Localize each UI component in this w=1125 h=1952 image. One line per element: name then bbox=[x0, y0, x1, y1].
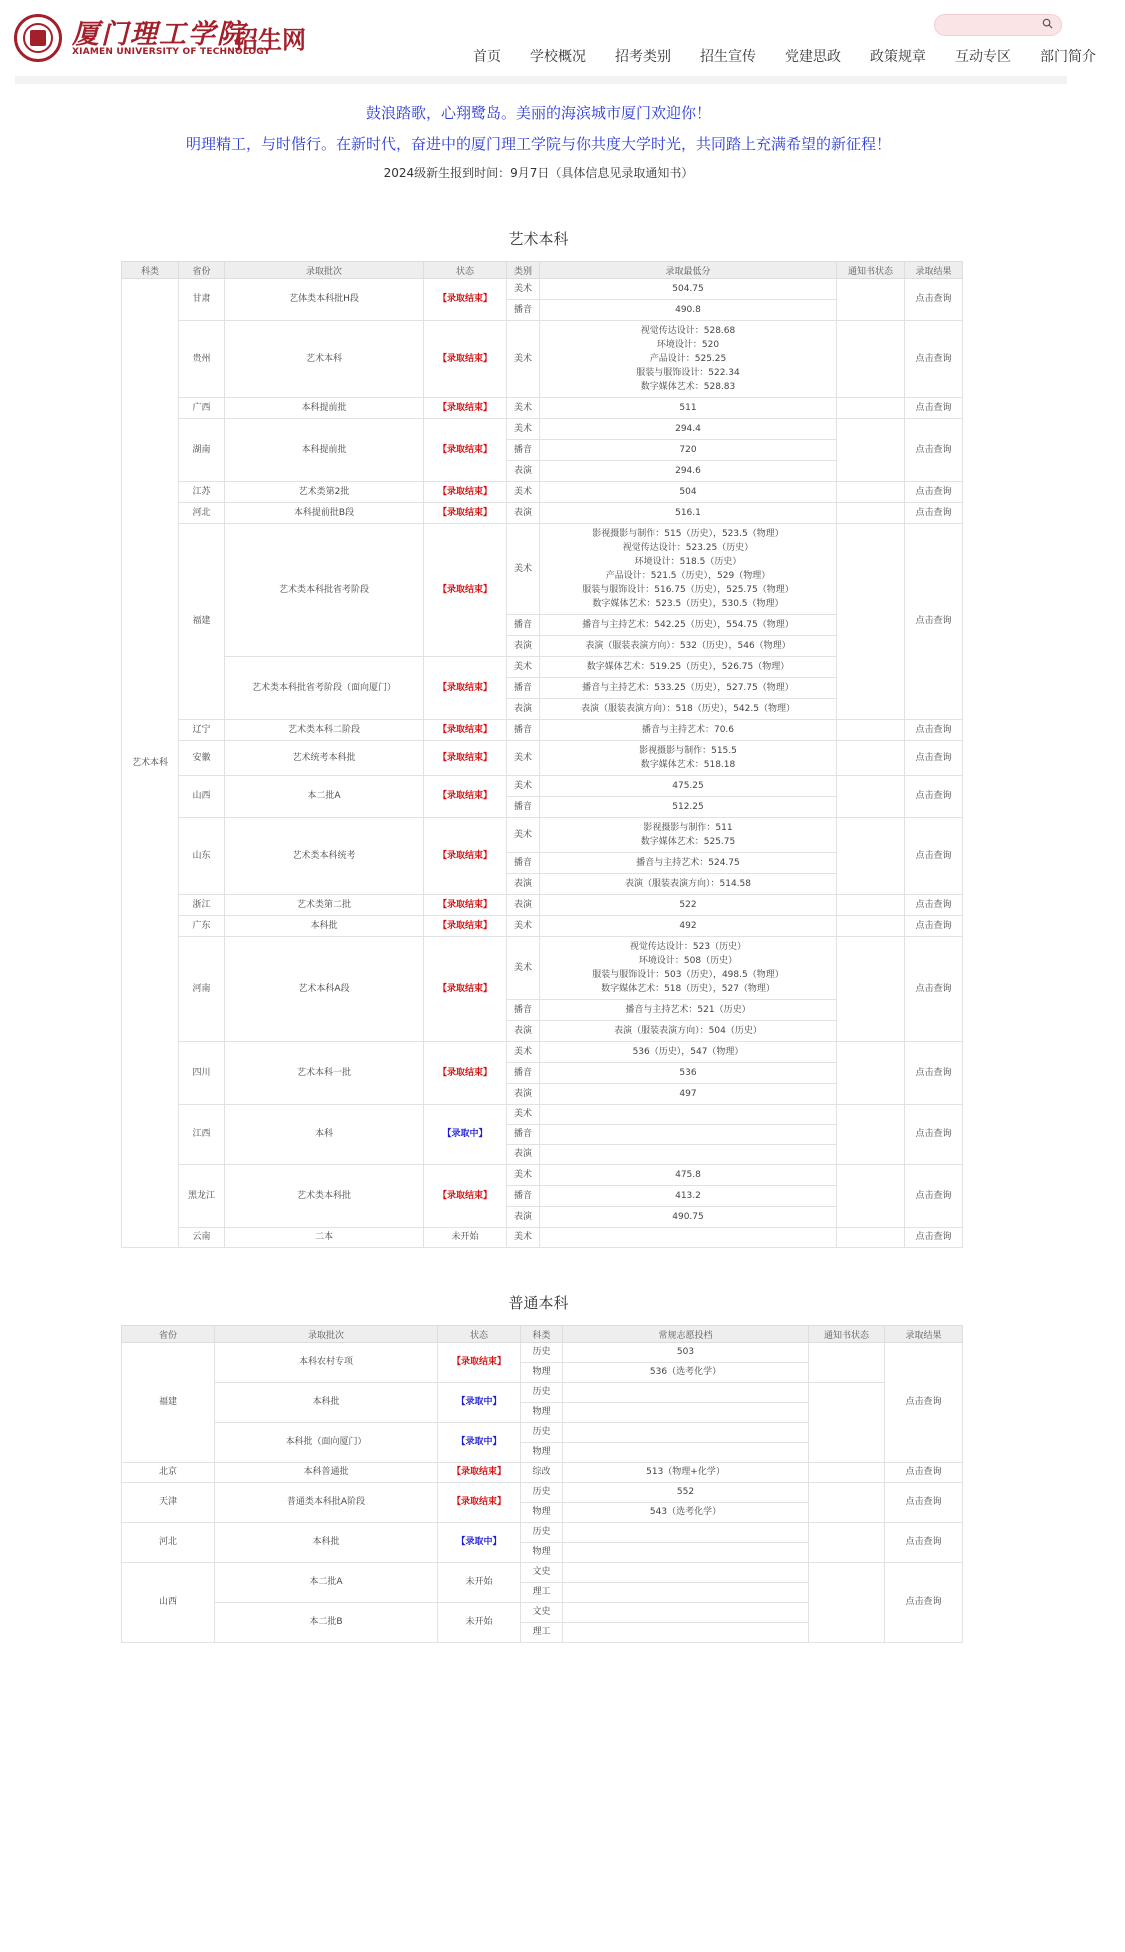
province-cell: 河北 bbox=[179, 503, 225, 524]
table-row bbox=[122, 1483, 963, 1503]
status-badge: 【录取中】 bbox=[438, 1523, 521, 1563]
type-cell: 美术 bbox=[507, 741, 540, 776]
notice-status-cell bbox=[837, 279, 905, 321]
type-cell: 表演 bbox=[507, 874, 540, 895]
col-header: 通知书状态 bbox=[837, 262, 905, 279]
batch-cell: 二本 bbox=[225, 1228, 424, 1248]
notice-status-cell bbox=[809, 1483, 885, 1523]
subject-cell: 物理 bbox=[521, 1363, 563, 1383]
type-cell: 美术 bbox=[507, 419, 540, 440]
table-row bbox=[122, 482, 963, 503]
col-header: 录取批次 bbox=[215, 1326, 438, 1343]
type-cell: 表演 bbox=[507, 1021, 540, 1042]
score-cell: 影视摄影与制作：511 数字媒体艺术：525.75 bbox=[540, 818, 837, 853]
notice-status-cell bbox=[837, 937, 905, 1042]
status-badge: 【录取结束】 bbox=[424, 916, 507, 937]
search-input[interactable] bbox=[934, 14, 1062, 36]
status-badge: 【录取结束】 bbox=[424, 895, 507, 916]
province-cell: 甘肃 bbox=[179, 279, 225, 321]
batch-cell: 本二批A bbox=[215, 1563, 438, 1603]
status-badge: 【录取中】 bbox=[438, 1423, 521, 1463]
notice-status-cell bbox=[809, 1563, 885, 1643]
province-cell: 贵州 bbox=[179, 321, 225, 398]
col-header: 科类 bbox=[122, 262, 179, 279]
batch-cell: 本科提前批B段 bbox=[225, 503, 424, 524]
score-cell bbox=[563, 1583, 809, 1603]
score-cell bbox=[563, 1423, 809, 1443]
batch-cell: 本科农村专项 bbox=[215, 1343, 438, 1383]
table-row bbox=[122, 916, 963, 937]
type-cell: 美术 bbox=[507, 818, 540, 853]
notice-status-cell bbox=[837, 818, 905, 895]
score-cell: 511 bbox=[540, 398, 837, 419]
notice-status-cell bbox=[837, 524, 905, 720]
notice-status-cell bbox=[837, 776, 905, 818]
subject-cell: 历史 bbox=[521, 1423, 563, 1443]
score-cell bbox=[563, 1603, 809, 1623]
nav-item-policy[interactable]: 政策规章 bbox=[870, 49, 926, 65]
type-cell: 美术 bbox=[507, 657, 540, 678]
col-header: 状态 bbox=[424, 262, 507, 279]
type-cell: 表演 bbox=[507, 636, 540, 657]
notice-status-cell bbox=[837, 482, 905, 503]
score-cell: 504 bbox=[540, 482, 837, 503]
score-cell bbox=[563, 1443, 809, 1463]
query-result-link[interactable]: 点击查询 bbox=[905, 1165, 963, 1228]
query-result-link[interactable]: 点击查询 bbox=[885, 1483, 963, 1523]
notice-status-cell bbox=[837, 1165, 905, 1228]
col-header: 常规志愿投档 bbox=[563, 1326, 809, 1343]
type-cell: 美术 bbox=[507, 321, 540, 398]
type-cell: 美术 bbox=[507, 524, 540, 615]
col-header: 省份 bbox=[122, 1326, 215, 1343]
col-header: 类别 bbox=[507, 262, 540, 279]
type-cell: 播音 bbox=[507, 615, 540, 636]
status-badge: 【录取结束】 bbox=[424, 657, 507, 720]
score-cell: 播音与主持艺术：70.6 bbox=[540, 720, 837, 741]
nav-item-home[interactable]: 首页 bbox=[473, 49, 501, 65]
type-cell: 播音 bbox=[507, 1186, 540, 1207]
category-cell: 艺术本科 bbox=[122, 279, 179, 1248]
table-row bbox=[122, 279, 963, 300]
score-cell bbox=[563, 1523, 809, 1543]
query-result-link[interactable]: 点击查询 bbox=[905, 720, 963, 741]
type-cell: 播音 bbox=[507, 853, 540, 874]
score-cell: 视觉传达设计：528.68 环境设计：520 产品设计：525.25 服装与服饰设计：522.34 数字媒体艺术：528.83 bbox=[540, 321, 837, 398]
notice-status-cell bbox=[809, 1383, 885, 1463]
query-result-link[interactable]: 点击查询 bbox=[905, 1042, 963, 1105]
query-result-link[interactable]: 点击查询 bbox=[905, 1105, 963, 1165]
province-cell: 山西 bbox=[179, 776, 225, 818]
status-badge: 【录取结束】 bbox=[424, 503, 507, 524]
table-row bbox=[122, 1228, 963, 1248]
score-cell: 490.75 bbox=[540, 1207, 837, 1228]
query-result-link[interactable]: 点击查询 bbox=[905, 776, 963, 818]
province-cell: 广东 bbox=[179, 916, 225, 937]
table-row bbox=[122, 1165, 963, 1186]
status-badge: 【录取结束】 bbox=[438, 1463, 521, 1483]
status-badge: 【录取结束】 bbox=[424, 482, 507, 503]
query-result-link[interactable]: 点击查询 bbox=[905, 524, 963, 720]
notice-status-cell bbox=[809, 1343, 885, 1383]
status-badge: 【录取结束】 bbox=[424, 1042, 507, 1105]
province-cell: 河北 bbox=[122, 1523, 215, 1563]
batch-cell: 本科批（面向厦门） bbox=[215, 1423, 438, 1463]
table-row bbox=[122, 1042, 963, 1063]
table-row bbox=[122, 741, 963, 776]
batch-cell: 本二批B bbox=[215, 1603, 438, 1643]
batch-cell: 艺术本科A段 bbox=[225, 937, 424, 1042]
notice-status-cell bbox=[837, 419, 905, 482]
type-cell: 播音 bbox=[507, 1125, 540, 1145]
col-header: 通知书状态 bbox=[809, 1326, 885, 1343]
score-cell bbox=[540, 1125, 837, 1145]
table-row bbox=[122, 1383, 963, 1403]
query-result-link[interactable]: 点击查询 bbox=[885, 1563, 963, 1643]
table-row bbox=[122, 1563, 963, 1583]
batch-cell: 艺术类本科批省考阶段（面向厦门） bbox=[225, 657, 424, 720]
score-cell: 数字媒体艺术：519.25（历史），526.75（物理） bbox=[540, 657, 837, 678]
type-cell: 播音 bbox=[507, 797, 540, 818]
query-result-link[interactable]: 点击查询 bbox=[905, 398, 963, 419]
subject-cell: 物理 bbox=[521, 1443, 563, 1463]
type-cell: 播音 bbox=[507, 720, 540, 741]
subject-cell: 理工 bbox=[521, 1583, 563, 1603]
score-cell: 413.2 bbox=[540, 1186, 837, 1207]
query-result-link[interactable]: 点击查询 bbox=[905, 279, 963, 321]
query-result-link[interactable]: 点击查询 bbox=[905, 1228, 963, 1248]
type-cell: 播音 bbox=[507, 1000, 540, 1021]
subject-cell: 文史 bbox=[521, 1563, 563, 1583]
type-cell: 美术 bbox=[507, 1105, 540, 1125]
score-cell: 720 bbox=[540, 440, 837, 461]
type-cell: 美术 bbox=[507, 279, 540, 300]
score-cell bbox=[563, 1543, 809, 1563]
province-cell: 广西 bbox=[179, 398, 225, 419]
score-cell: 播音与主持艺术：533.25（历史），527.75（物理） bbox=[540, 678, 837, 699]
status-badge: 【录取结束】 bbox=[424, 937, 507, 1042]
school-name-cn[interactable]: 厦门理工学院 bbox=[72, 19, 246, 50]
status-badge: 【录取结束】 bbox=[424, 818, 507, 895]
score-cell: 影视摄影与制作：515.5 数字媒体艺术：518.18 bbox=[540, 741, 837, 776]
score-cell: 497 bbox=[540, 1084, 837, 1105]
score-cell bbox=[540, 1228, 837, 1248]
school-name-en: XIAMEN UNIVERSITY OF TECHNOLOGY bbox=[72, 47, 271, 57]
table-row bbox=[122, 503, 963, 524]
province-cell: 福建 bbox=[179, 524, 225, 720]
table-row bbox=[122, 1343, 963, 1363]
query-result-link[interactable]: 点击查询 bbox=[905, 818, 963, 895]
batch-cell: 艺术统考本科批 bbox=[225, 741, 424, 776]
province-cell: 浙江 bbox=[179, 895, 225, 916]
general-admission-table bbox=[121, 1325, 963, 1643]
province-cell: 江苏 bbox=[179, 482, 225, 503]
batch-cell: 艺术类第2批 bbox=[225, 482, 424, 503]
table-row bbox=[122, 398, 963, 419]
nav-item-departments[interactable]: 部门简介 bbox=[1040, 49, 1096, 65]
notice-status-cell bbox=[837, 321, 905, 398]
batch-cell: 本二批A bbox=[225, 776, 424, 818]
table-row bbox=[122, 524, 963, 615]
score-cell: 492 bbox=[540, 916, 837, 937]
col-header: 状态 bbox=[438, 1326, 521, 1343]
status-badge: 未开始 bbox=[438, 1603, 521, 1643]
subject-cell: 历史 bbox=[521, 1383, 563, 1403]
type-cell: 美术 bbox=[507, 916, 540, 937]
batch-cell: 艺术类本科批 bbox=[225, 1165, 424, 1228]
status-badge: 【录取结束】 bbox=[438, 1483, 521, 1523]
score-cell: 536（选考化学） bbox=[563, 1363, 809, 1383]
query-result-link[interactable]: 点击查询 bbox=[905, 741, 963, 776]
subject-cell: 历史 bbox=[521, 1523, 563, 1543]
status-badge: 【录取中】 bbox=[438, 1383, 521, 1423]
score-cell: 536（历史），547（物理） bbox=[540, 1042, 837, 1063]
nav-item-categories[interactable]: 招考类别 bbox=[615, 49, 671, 65]
score-cell: 表演（服装表演方向）：504（历史） bbox=[540, 1021, 837, 1042]
province-cell: 山西 bbox=[122, 1563, 215, 1643]
score-cell: 播音与主持艺术：542.25（历史），554.75（物理） bbox=[540, 615, 837, 636]
table-row bbox=[122, 776, 963, 797]
col-header: 录取结果 bbox=[905, 262, 963, 279]
type-cell: 播音 bbox=[507, 1063, 540, 1084]
notice-status-cell bbox=[837, 1042, 905, 1105]
nav-item-interaction[interactable]: 互动专区 bbox=[955, 49, 1011, 65]
notice-status-cell bbox=[837, 720, 905, 741]
search-icon[interactable] bbox=[1042, 18, 1053, 29]
table-row bbox=[122, 419, 963, 440]
subject-cell: 文史 bbox=[521, 1603, 563, 1623]
status-badge: 【录取结束】 bbox=[424, 776, 507, 818]
table-row bbox=[122, 657, 963, 678]
score-cell: 294.4 bbox=[540, 419, 837, 440]
intro-block bbox=[0, 103, 1077, 182]
notice-status-cell bbox=[837, 398, 905, 419]
table-row bbox=[122, 1105, 963, 1125]
status-badge: 【录取结束】 bbox=[424, 524, 507, 657]
nav-item-party[interactable]: 党建思政 bbox=[785, 49, 841, 65]
score-cell: 294.6 bbox=[540, 461, 837, 482]
type-cell: 表演 bbox=[507, 1145, 540, 1165]
table-row bbox=[122, 937, 963, 1000]
batch-cell: 艺术类第二批 bbox=[225, 895, 424, 916]
score-cell: 503 bbox=[563, 1343, 809, 1363]
subject-cell: 历史 bbox=[521, 1483, 563, 1503]
type-cell: 表演 bbox=[507, 895, 540, 916]
status-badge: 【录取结束】 bbox=[424, 279, 507, 321]
query-result-link[interactable]: 点击查询 bbox=[885, 1463, 963, 1483]
query-result-link[interactable]: 点击查询 bbox=[905, 503, 963, 524]
score-cell: 522 bbox=[540, 895, 837, 916]
notice-status-cell bbox=[837, 895, 905, 916]
intro-line-1: 鼓浪踏歌，心翔鹭岛。美丽的海滨城市厦门欢迎你！ bbox=[365, 104, 711, 122]
score-cell: 536 bbox=[540, 1063, 837, 1084]
notice-status-cell bbox=[837, 503, 905, 524]
notice-status-cell bbox=[837, 1105, 905, 1165]
subject-cell: 理工 bbox=[521, 1623, 563, 1643]
table-row bbox=[122, 1463, 963, 1483]
type-cell: 美术 bbox=[507, 1228, 540, 1248]
type-cell: 美术 bbox=[507, 1165, 540, 1186]
province-cell: 安徽 bbox=[179, 741, 225, 776]
art-admission-table bbox=[121, 261, 963, 1248]
col-header: 省份 bbox=[179, 262, 225, 279]
main-nav bbox=[473, 46, 1125, 66]
site-header bbox=[0, 0, 1096, 78]
type-cell: 美术 bbox=[507, 398, 540, 419]
type-cell: 美术 bbox=[507, 937, 540, 1000]
score-cell: 552 bbox=[563, 1483, 809, 1503]
score-cell: 513（物理+化学） bbox=[563, 1463, 809, 1483]
intro-line-3: 2024级新生报到时间：9月7日（具体信息见录取通知书） bbox=[383, 166, 694, 180]
score-cell: 播音与主持艺术：521（历史） bbox=[540, 1000, 837, 1021]
type-cell: 美术 bbox=[507, 482, 540, 503]
score-cell bbox=[540, 1145, 837, 1165]
status-badge: 【录取结束】 bbox=[424, 419, 507, 482]
score-cell: 影视摄影与制作：515（历史），523.5（物理） 视觉传达设计：523.25（历史） 环境设计：518.5（历史） 产品设计：521.5（历史），529（物理） 服装与服饰设计：516.75（历史），525.75（物理） 数字媒体艺术：523.5（历史），530.5（物理） bbox=[540, 524, 837, 615]
col-header: 科类 bbox=[521, 1326, 563, 1343]
batch-cell: 本科提前批 bbox=[225, 398, 424, 419]
site-name[interactable]: 招生网 bbox=[234, 25, 306, 54]
type-cell: 播音 bbox=[507, 678, 540, 699]
query-result-link[interactable]: 点击查询 bbox=[905, 895, 963, 916]
score-cell: 表演（服装表演方向）：532（历史），546（物理） bbox=[540, 636, 837, 657]
batch-cell: 本科提前批 bbox=[225, 419, 424, 482]
score-cell: 475.25 bbox=[540, 776, 837, 797]
type-cell: 表演 bbox=[507, 461, 540, 482]
notice-status-cell bbox=[809, 1463, 885, 1483]
intro-line-2: 明理精工，与时偕行。在新时代，奋进中的厦门理工学院与你共度大学时光，共同踏上充满希望的新征程！ bbox=[185, 135, 891, 153]
type-cell: 表演 bbox=[507, 1207, 540, 1228]
score-cell bbox=[540, 1105, 837, 1125]
table-row bbox=[122, 818, 963, 853]
status-badge: 【录取结束】 bbox=[424, 741, 507, 776]
batch-cell: 艺体类本科批H段 bbox=[225, 279, 424, 321]
school-seal-logo[interactable] bbox=[14, 14, 62, 62]
type-cell: 播音 bbox=[507, 300, 540, 321]
score-cell bbox=[563, 1563, 809, 1583]
batch-cell: 本科批 bbox=[215, 1523, 438, 1563]
batch-cell: 本科批 bbox=[215, 1383, 438, 1423]
query-result-link[interactable]: 点击查询 bbox=[885, 1343, 963, 1463]
subject-cell: 物理 bbox=[521, 1503, 563, 1523]
score-cell: 490.8 bbox=[540, 300, 837, 321]
table-row bbox=[122, 1523, 963, 1543]
province-cell: 山东 bbox=[179, 818, 225, 895]
score-cell: 475.8 bbox=[540, 1165, 837, 1186]
province-cell: 河南 bbox=[179, 937, 225, 1042]
notice-status-cell bbox=[809, 1523, 885, 1563]
col-header: 录取结果 bbox=[885, 1326, 963, 1343]
score-cell: 516.1 bbox=[540, 503, 837, 524]
type-cell: 表演 bbox=[507, 699, 540, 720]
batch-cell: 艺术类本科二阶段 bbox=[225, 720, 424, 741]
col-header: 录取最低分 bbox=[540, 262, 837, 279]
notice-status-cell bbox=[837, 741, 905, 776]
notice-status-cell bbox=[837, 1228, 905, 1248]
batch-cell: 本科 bbox=[225, 1105, 424, 1165]
status-badge: 【录取结束】 bbox=[424, 398, 507, 419]
status-badge: 【录取结束】 bbox=[438, 1343, 521, 1383]
general-section-title: 普通本科 bbox=[508, 1294, 569, 1312]
subject-cell: 综改 bbox=[521, 1463, 563, 1483]
table-row bbox=[122, 895, 963, 916]
nav-item-about[interactable]: 学校概况 bbox=[530, 49, 586, 65]
subject-cell: 历史 bbox=[521, 1343, 563, 1363]
province-cell: 江西 bbox=[179, 1105, 225, 1165]
batch-cell: 本科批 bbox=[225, 916, 424, 937]
score-cell: 512.25 bbox=[540, 797, 837, 818]
table-row bbox=[122, 321, 963, 398]
score-cell: 表演（服装表演方向）：514.58 bbox=[540, 874, 837, 895]
subject-cell: 物理 bbox=[521, 1543, 563, 1563]
score-cell: 表演（服装表演方向）：518（历史），542.5（物理） bbox=[540, 699, 837, 720]
header-divider bbox=[15, 76, 1067, 84]
province-cell: 四川 bbox=[179, 1042, 225, 1105]
status-badge: 【录取结束】 bbox=[424, 1165, 507, 1228]
province-cell: 黑龙江 bbox=[179, 1165, 225, 1228]
status-badge: 【录取结束】 bbox=[424, 321, 507, 398]
col-header: 录取批次 bbox=[225, 262, 424, 279]
batch-cell: 艺术类本科统考 bbox=[225, 818, 424, 895]
province-cell: 辽宁 bbox=[179, 720, 225, 741]
batch-cell: 艺术本科一批 bbox=[225, 1042, 424, 1105]
score-cell bbox=[563, 1403, 809, 1423]
batch-cell: 本科普通批 bbox=[215, 1463, 438, 1483]
batch-cell: 艺术类本科批省考阶段 bbox=[225, 524, 424, 657]
type-cell: 美术 bbox=[507, 1042, 540, 1063]
province-cell: 北京 bbox=[122, 1463, 215, 1483]
batch-cell: 普通类本科批A阶段 bbox=[215, 1483, 438, 1523]
query-result-link[interactable]: 点击查询 bbox=[905, 482, 963, 503]
province-cell: 湖南 bbox=[179, 419, 225, 482]
score-cell: 播音与主持艺术：524.75 bbox=[540, 853, 837, 874]
province-cell: 云南 bbox=[179, 1228, 225, 1248]
province-cell: 福建 bbox=[122, 1343, 215, 1463]
query-result-link[interactable]: 点击查询 bbox=[885, 1523, 963, 1563]
status-badge: 【录取结束】 bbox=[424, 720, 507, 741]
score-cell: 543（选考化学） bbox=[563, 1503, 809, 1523]
query-result-link[interactable]: 点击查询 bbox=[905, 916, 963, 937]
score-cell: 视觉传达设计：523（历史） 环境设计：508（历史） 服装与服饰设计：503（历史），498.5（物理） 数字媒体艺术：518（历史），527（物理） bbox=[540, 937, 837, 1000]
type-cell: 表演 bbox=[507, 503, 540, 524]
status-badge: 【录取中】 bbox=[424, 1105, 507, 1165]
query-result-link[interactable]: 点击查询 bbox=[905, 321, 963, 398]
type-cell: 播音 bbox=[507, 440, 540, 461]
art-section-title: 艺术本科 bbox=[508, 230, 569, 248]
type-cell: 美术 bbox=[507, 776, 540, 797]
score-cell bbox=[563, 1623, 809, 1643]
province-cell: 天津 bbox=[122, 1483, 215, 1523]
status-badge: 未开始 bbox=[424, 1228, 507, 1248]
table-row bbox=[122, 720, 963, 741]
query-result-link[interactable]: 点击查询 bbox=[905, 419, 963, 482]
batch-cell: 艺术本科 bbox=[225, 321, 424, 398]
score-cell: 504.75 bbox=[540, 279, 837, 300]
score-cell bbox=[563, 1383, 809, 1403]
nav-item-promotion[interactable]: 招生宣传 bbox=[700, 49, 756, 65]
notice-status-cell bbox=[837, 916, 905, 937]
status-badge: 未开始 bbox=[438, 1563, 521, 1603]
query-result-link[interactable]: 点击查询 bbox=[905, 937, 963, 1042]
subject-cell: 物理 bbox=[521, 1403, 563, 1423]
type-cell: 表演 bbox=[507, 1084, 540, 1105]
